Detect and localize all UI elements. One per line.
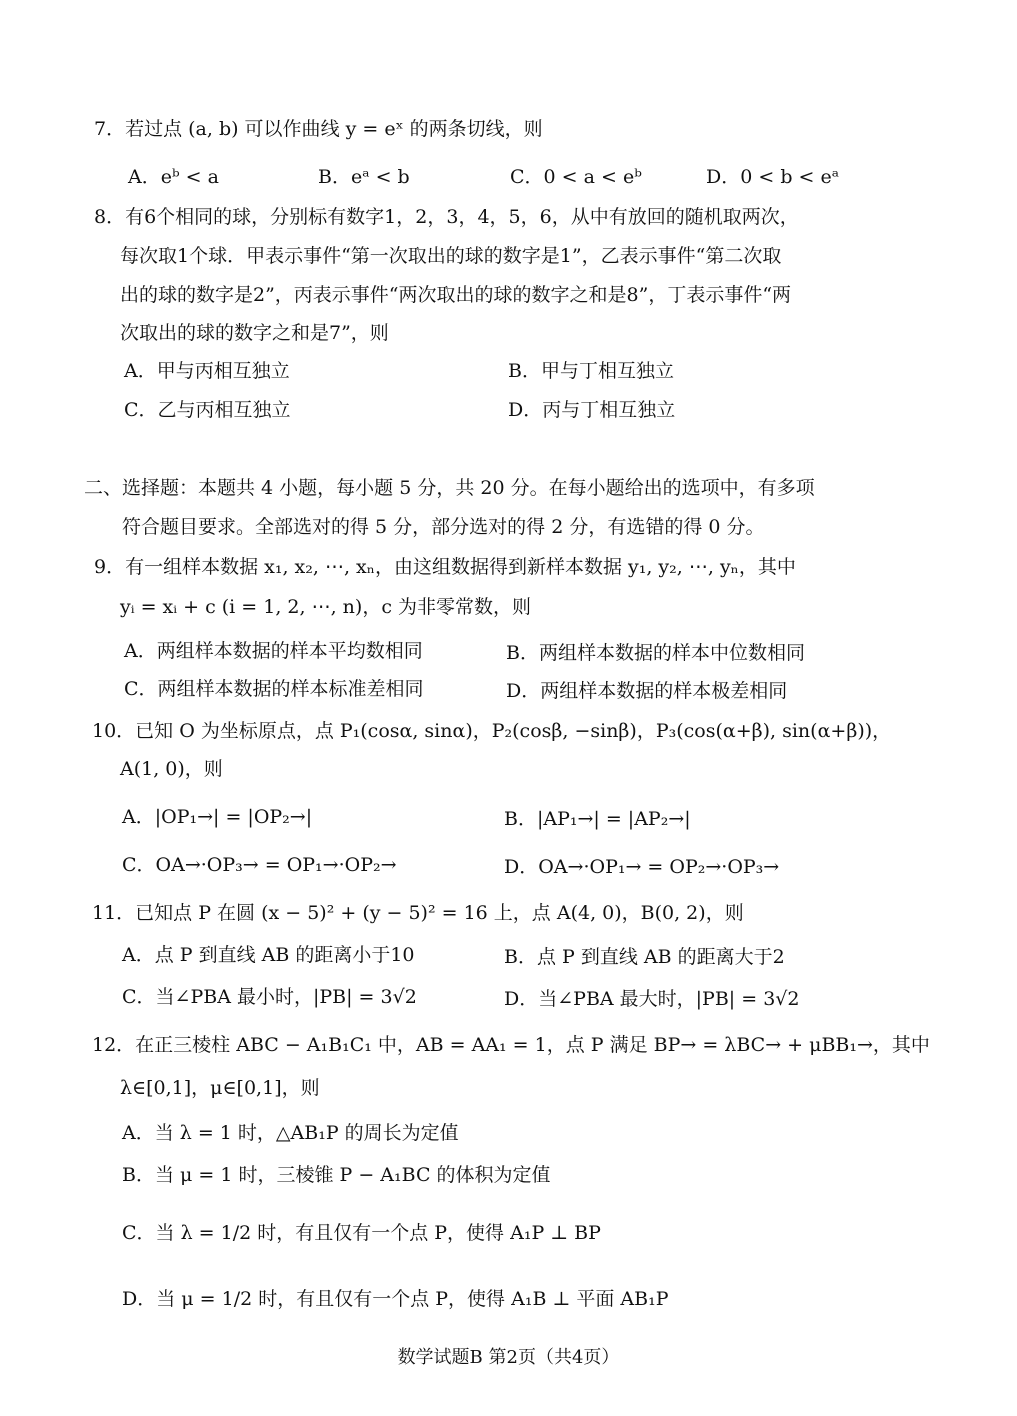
q8-option-c: C．乙与丙相互独立 xyxy=(124,399,291,421)
q8-option-a: A．甲与丙相互独立 xyxy=(124,360,290,382)
q8-option-d: D．丙与丁相互独立 xyxy=(508,399,676,421)
q12-option-b: B．当 μ = 1 时，三棱锥 P − A₁BC 的体积为定值 xyxy=(122,1164,551,1186)
q12-line1: 12．在正三棱柱 ABC − A₁B₁C₁ 中，AB = AA₁ = 1，点 P 满足 BP→ = λBC→ + μBB₁→，其中 xyxy=(92,1034,930,1056)
q8-line1: 8．有6个相同的球，分别标有数字1，2，3，4，5，6，从中有放回的随机取两次， xyxy=(94,206,799,228)
q9-option-a: A．两组样本数据的样本平均数相同 xyxy=(124,640,423,662)
q12-line2: λ∈[0,1]，μ∈[0,1]，则 xyxy=(120,1077,320,1099)
q11-option-a: A．点 P 到直线 AB 的距离小于10 xyxy=(122,944,415,966)
q10-option-c: C．OA→·OP₃→ = OP₁→·OP₂→ xyxy=(122,854,397,876)
q7-option-d: D．0 < b < eᵃ xyxy=(706,166,840,188)
q8-line2: 每次取1个球．甲表示事件“第一次取出的球的数字是1”，乙表示事件“第二次取 xyxy=(120,245,782,267)
q8-line4: 次取出的球的数字之和是7”，则 xyxy=(120,322,389,344)
q8-line3: 出的球的数字是2”，丙表示事件“两次取出的球的数字之和是8”，丁表示事件“两 xyxy=(120,284,792,306)
q7-option-c: C．0 < a < eᵇ xyxy=(510,166,642,188)
q11-option-d: D．当∠PBA 最大时，|PB| = 3√2 xyxy=(504,988,800,1010)
q10-option-a: A．|OP₁→| = |OP₂→| xyxy=(122,806,313,828)
q7-option-a: A．eᵇ < a xyxy=(128,166,219,188)
q7-stem: 7．若过点 (a, b) 可以作曲线 y = eˣ 的两条切线，则 xyxy=(94,118,543,140)
q11-option-c: C．当∠PBA 最小时，|PB| = 3√2 xyxy=(122,986,417,1008)
q9-option-c: C．两组样本数据的样本标准差相同 xyxy=(124,678,424,700)
q8-option-b: B．甲与丁相互独立 xyxy=(508,360,674,382)
q9-line1: 9．有一组样本数据 x₁, x₂, ⋯, xₙ，由这组数据得到新样本数据 y₁, y₂, ⋯, yₙ，其中 xyxy=(94,556,796,578)
q10-option-d: D．OA→·OP₁→ = OP₂→·OP₃→ xyxy=(504,856,780,878)
q10-line2: A(1, 0)，则 xyxy=(120,758,223,780)
q11-stem: 11．已知点 P 在圆 (x − 5)² + (y − 5)² = 16 上，点 A(4, 0)，B(0, 2)，则 xyxy=(92,902,744,924)
q9-line2: yᵢ = xᵢ + c (i = 1, 2, ⋯, n)，c 为非零常数，则 xyxy=(120,596,532,618)
q10-option-b: B．|AP₁→| = |AP₂→| xyxy=(504,808,691,830)
page-footer: 数学试题B 第2页（共4页） xyxy=(397,1347,620,1368)
q9-option-b: B．两组样本数据的样本中位数相同 xyxy=(506,642,805,664)
section2-line2: 符合题目要求。全部选对的得 5 分，部分选对的得 2 分，有选错的得 0 分。 xyxy=(122,516,765,538)
q10-line1: 10．已知 O 为坐标原点，点 P₁(cosα, sinα)，P₂(cosβ, −sinβ)，P₃(cos(α+β), sin(α+β))， xyxy=(92,720,892,742)
q12-option-a: A．当 λ = 1 时，△AB₁P 的周长为定值 xyxy=(122,1122,459,1144)
q12-option-d: D．当 μ = 1/2 时，有且仅有一个点 P，使得 A₁B ⊥ 平面 AB₁P xyxy=(122,1288,669,1310)
q7-option-b: B．eᵃ < b xyxy=(318,166,410,188)
q12-option-c: C．当 λ = 1/2 时，有且仅有一个点 P，使得 A₁P ⊥ BP xyxy=(122,1222,601,1244)
section2-line1: 二、选择题：本题共 4 小题，每小题 5 分，共 20 分。在每小题给出的选项中，有多项 xyxy=(84,477,815,499)
q9-option-d: D．两组样本数据的样本极差相同 xyxy=(506,680,788,702)
q11-option-b: B．点 P 到直线 AB 的距离大于2 xyxy=(504,946,785,968)
